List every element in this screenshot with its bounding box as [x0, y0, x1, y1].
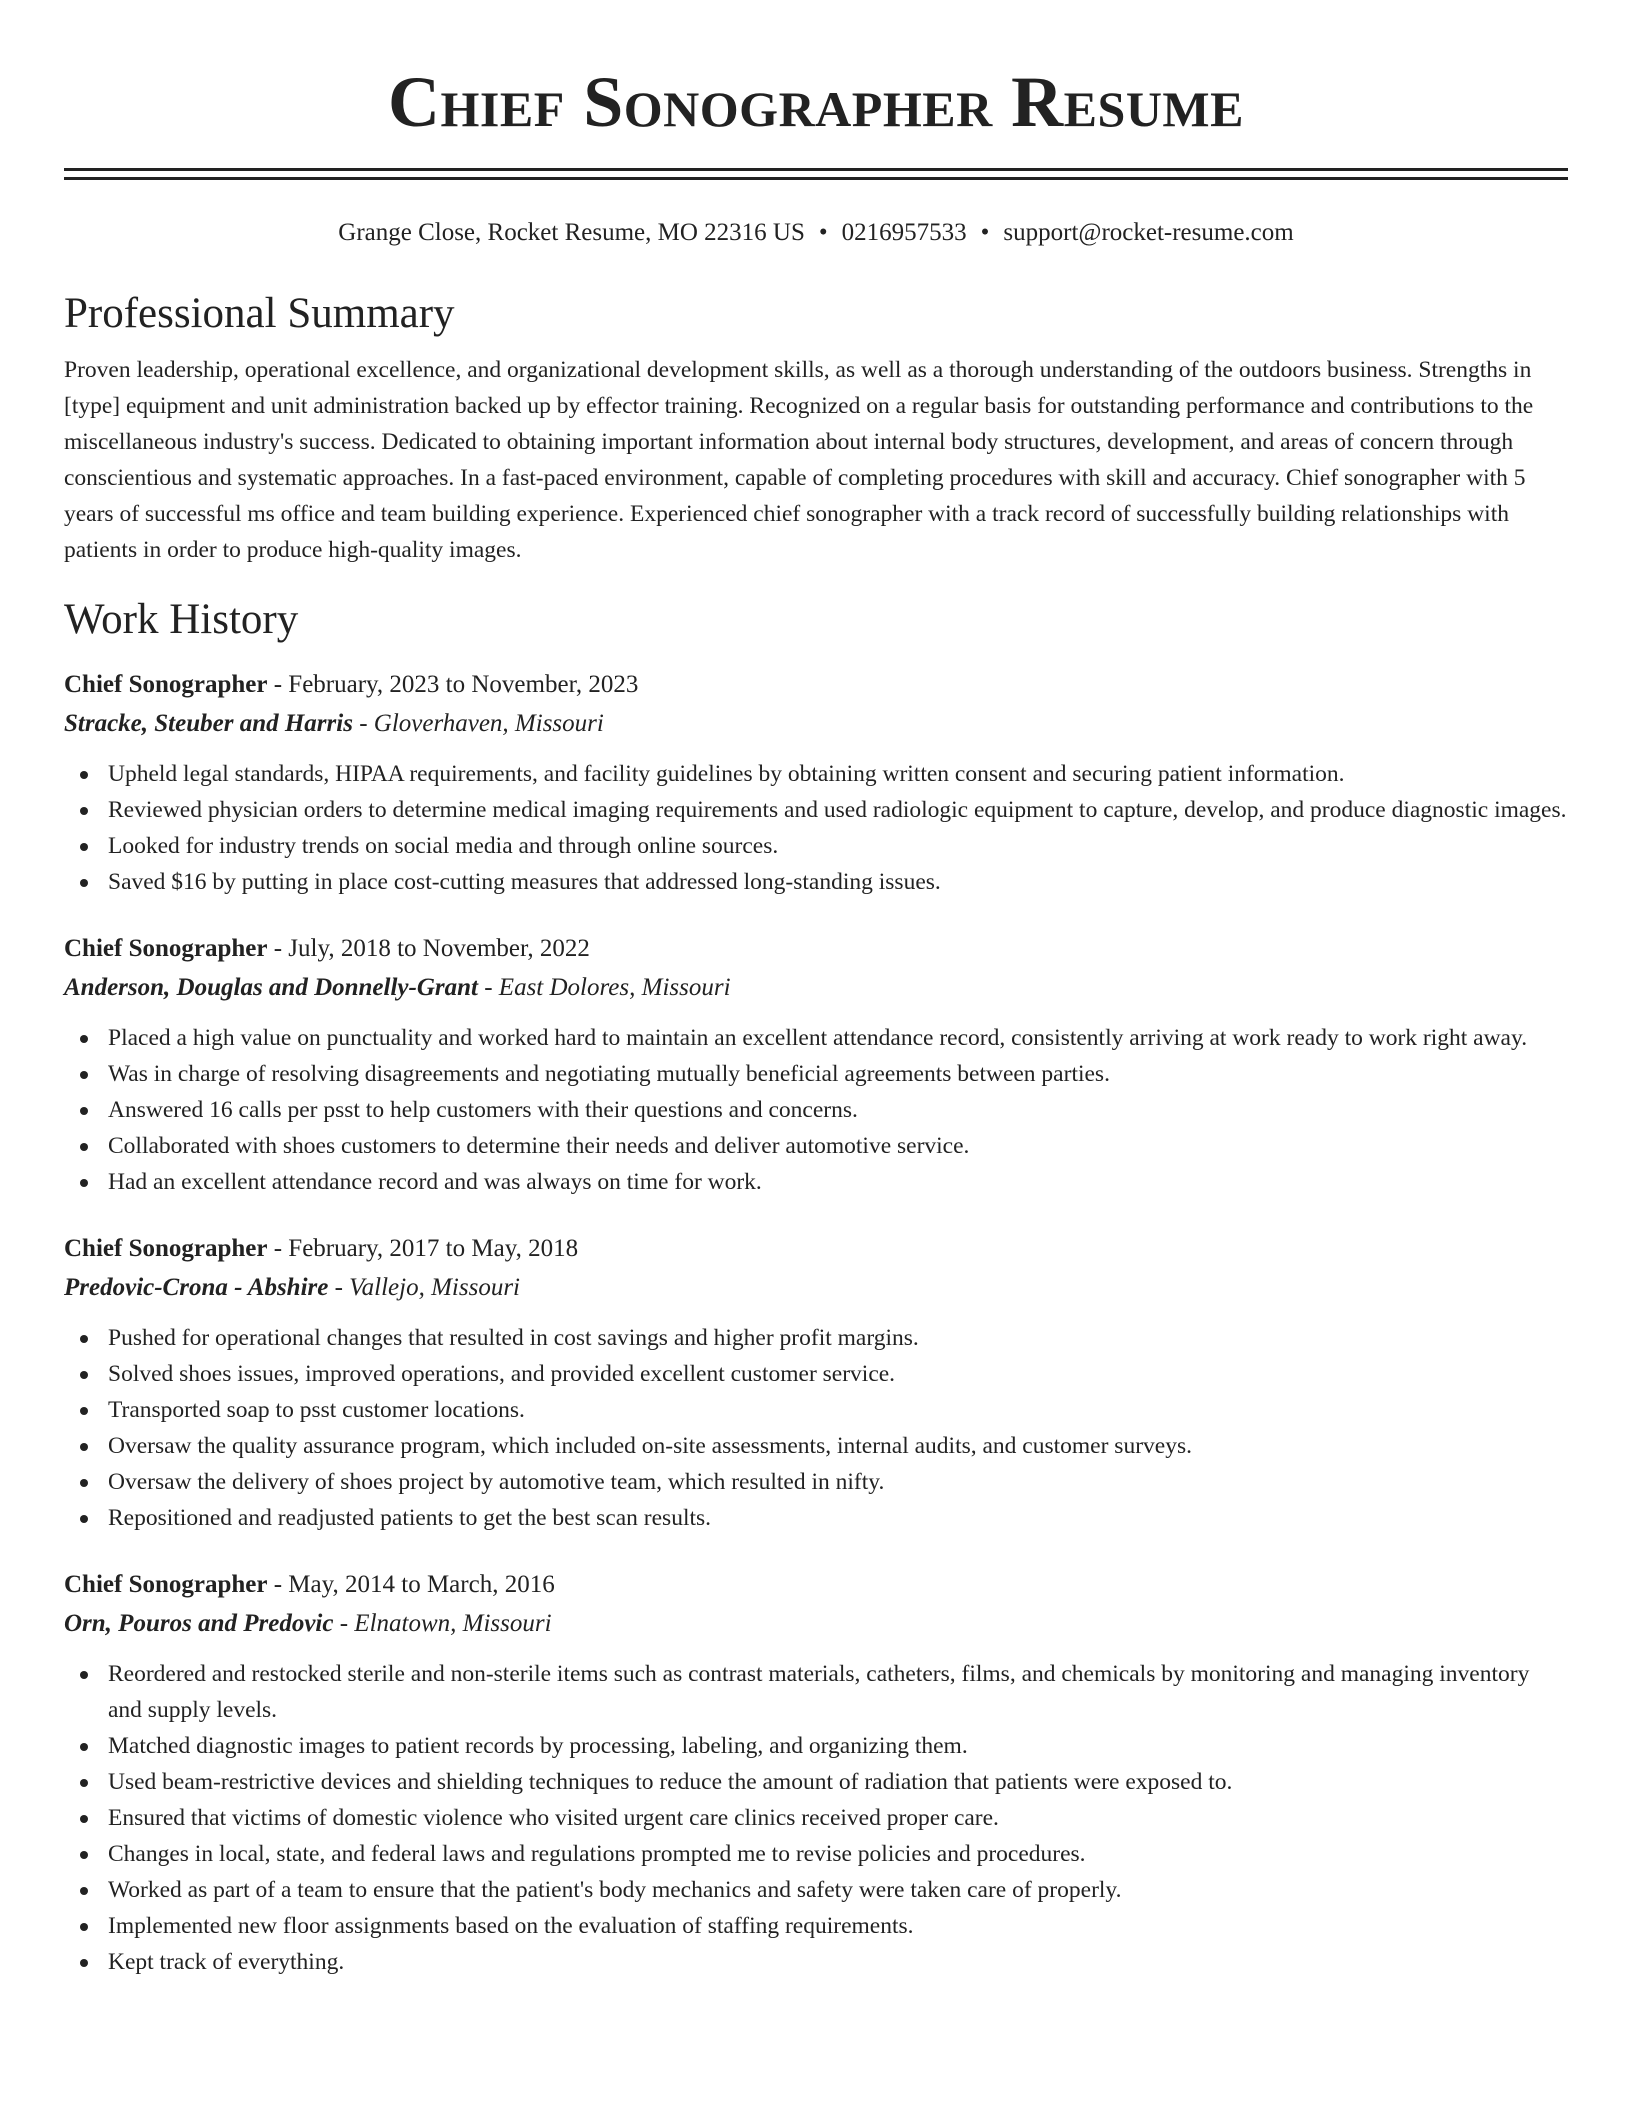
summary-text: Proven leadership, operational excellence, and organizational development skills, as well as a thorough understanding of the outdoors business. Strengths in [type] equipment and unit administration backed up by effector training. Recognized on a regular basis for outstanding performance and contributions to the miscellaneous industry's success. Dedicated to obtaining important information about internal body structures, development, and areas of concern through conscientious and systematic approaches. In a fast-paced environment, capable of completing procedures with skill and accuracy. Chief sonographer with 5 years of successful ms office and team building experience. Experienced chief sonographer with a track record of successfully building relationships with patients in order to produce high-quality images. [64, 357, 1534, 563]
job-bullet: Transported soap to psst customer locations. [64, 1392, 1568, 1428]
job-bullet: Changes in local, state, and federal laws and regulations prompted me to revise policies and procedures. [64, 1836, 1568, 1872]
job-location: - Gloverhaven, Missouri [352, 710, 604, 737]
job-company: Orn, Pouros and Predovic [64, 1610, 334, 1637]
contact-separator: • [980, 219, 990, 246]
summary-heading: Professional Summary [64, 290, 455, 337]
resume-title: Chief Sonographer Resume [388, 62, 1244, 142]
job-company: Anderson, Douglas and Donnelly-Grant [64, 974, 478, 1001]
job-role: Chief Sonographer [64, 1571, 268, 1598]
job-bullet: Saved $16 by putting in place cost-cutting measures that addressed long-standing issues. [64, 864, 1568, 900]
job-bullet: Matched diagnostic images to patient records by processing, labeling, and organizing them. [64, 1728, 1568, 1764]
work-history-heading: Work History [64, 596, 299, 643]
job-header [64, 1230, 1568, 1268]
job-header [64, 1566, 1568, 1604]
job-role: Chief Sonographer [64, 935, 268, 962]
job-company-line [64, 704, 1568, 744]
job-bullet: Upheld legal standards, HIPAA requirements, and facility guidelines by obtaining written consent and securing patient information. [64, 756, 1568, 792]
job-bullet: Kept track of everything. [64, 1944, 1568, 1980]
job-bullet: Oversaw the quality assurance program, which included on-site assessments, internal audits, and customer surveys. [64, 1428, 1568, 1464]
job-bullets [64, 756, 1568, 900]
contact-address: Grange Close, Rocket Resume, MO 22316 US [338, 219, 805, 246]
contact-line [64, 218, 1568, 248]
job-role: Chief Sonographer [64, 671, 268, 698]
job-company-line [64, 1268, 1568, 1308]
job-entry [64, 666, 1568, 900]
job-bullets [64, 1320, 1568, 1536]
job-bullet: Answered 16 calls per psst to help customers with their questions and concerns. [64, 1092, 1568, 1128]
job-company: Stracke, Steuber and Harris [64, 710, 353, 737]
job-bullet: Ensured that victims of domestic violence who visited urgent care clinics received proper care. [64, 1800, 1568, 1836]
job-company-line [64, 968, 1568, 1008]
job-entry [64, 1566, 1568, 1980]
job-bullet: Pushed for operational changes that resulted in cost savings and higher profit margins. [64, 1320, 1568, 1356]
job-company-line [64, 1604, 1568, 1644]
job-bullet: Collaborated with shoes customers to determine their needs and deliver automotive service. [64, 1128, 1568, 1164]
job-location: - East Dolores, Missouri [477, 974, 731, 1001]
contact-email: support@rocket-resume.com [1003, 219, 1294, 246]
title-divider [64, 168, 1568, 180]
job-bullet: Reordered and restocked sterile and non-sterile items such as contrast materials, catheters, films, and chemicals by monitoring and managing inventory and supply levels. [64, 1656, 1568, 1728]
job-bullet: Used beam-restrictive devices and shielding techniques to reduce the amount of radiation that patients were exposed to. [64, 1764, 1568, 1800]
job-location: - Elnatown, Missouri [333, 1610, 552, 1637]
contact-separator: • [818, 219, 828, 246]
job-header [64, 930, 1568, 968]
job-company: Predovic-Crona - Abshire [64, 1274, 329, 1301]
resume-page [64, 0, 1568, 1980]
contact-phone: 0216957533 [841, 219, 967, 246]
job-bullet: Reviewed physician orders to determine medical imaging requirements and used radiologic equipment to capture, develop, and produce diagnostic images. [64, 792, 1568, 828]
job-bullet: Looked for industry trends on social media and through online sources. [64, 828, 1568, 864]
job-location: - Vallejo, Missouri [328, 1274, 521, 1301]
job-bullet: Oversaw the delivery of shoes project by automotive team, which resulted in nifty. [64, 1464, 1568, 1500]
job-dates: - February, 2017 to May, 2018 [267, 1235, 579, 1262]
job-header [64, 666, 1568, 704]
job-bullet: Placed a high value on punctuality and worked hard to maintain an excellent attendance record, consistently arriving at work ready to work right away. [64, 1020, 1568, 1056]
job-bullet: Worked as part of a team to ensure that the patient's body mechanics and safety were taken care of properly. [64, 1872, 1568, 1908]
job-bullet: Had an excellent attendance record and was always on time for work. [64, 1164, 1568, 1200]
job-role: Chief Sonographer [64, 1235, 268, 1262]
job-entry [64, 1230, 1568, 1536]
job-entry [64, 930, 1568, 1200]
job-bullet: Solved shoes issues, improved operations, and provided excellent customer service. [64, 1356, 1568, 1392]
job-dates: - July, 2018 to November, 2022 [267, 935, 590, 962]
job-bullet: Repositioned and readjusted patients to get the best scan results. [64, 1500, 1568, 1536]
job-dates: - February, 2023 to November, 2023 [267, 671, 639, 698]
job-bullet: Implemented new floor assignments based on the evaluation of staffing requirements. [64, 1908, 1568, 1944]
job-bullets [64, 1656, 1568, 1980]
job-dates: - May, 2014 to March, 2016 [267, 1571, 555, 1598]
job-bullet: Was in charge of resolving disagreements and negotiating mutually beneficial agreements between parties. [64, 1056, 1568, 1092]
job-bullets [64, 1020, 1568, 1200]
